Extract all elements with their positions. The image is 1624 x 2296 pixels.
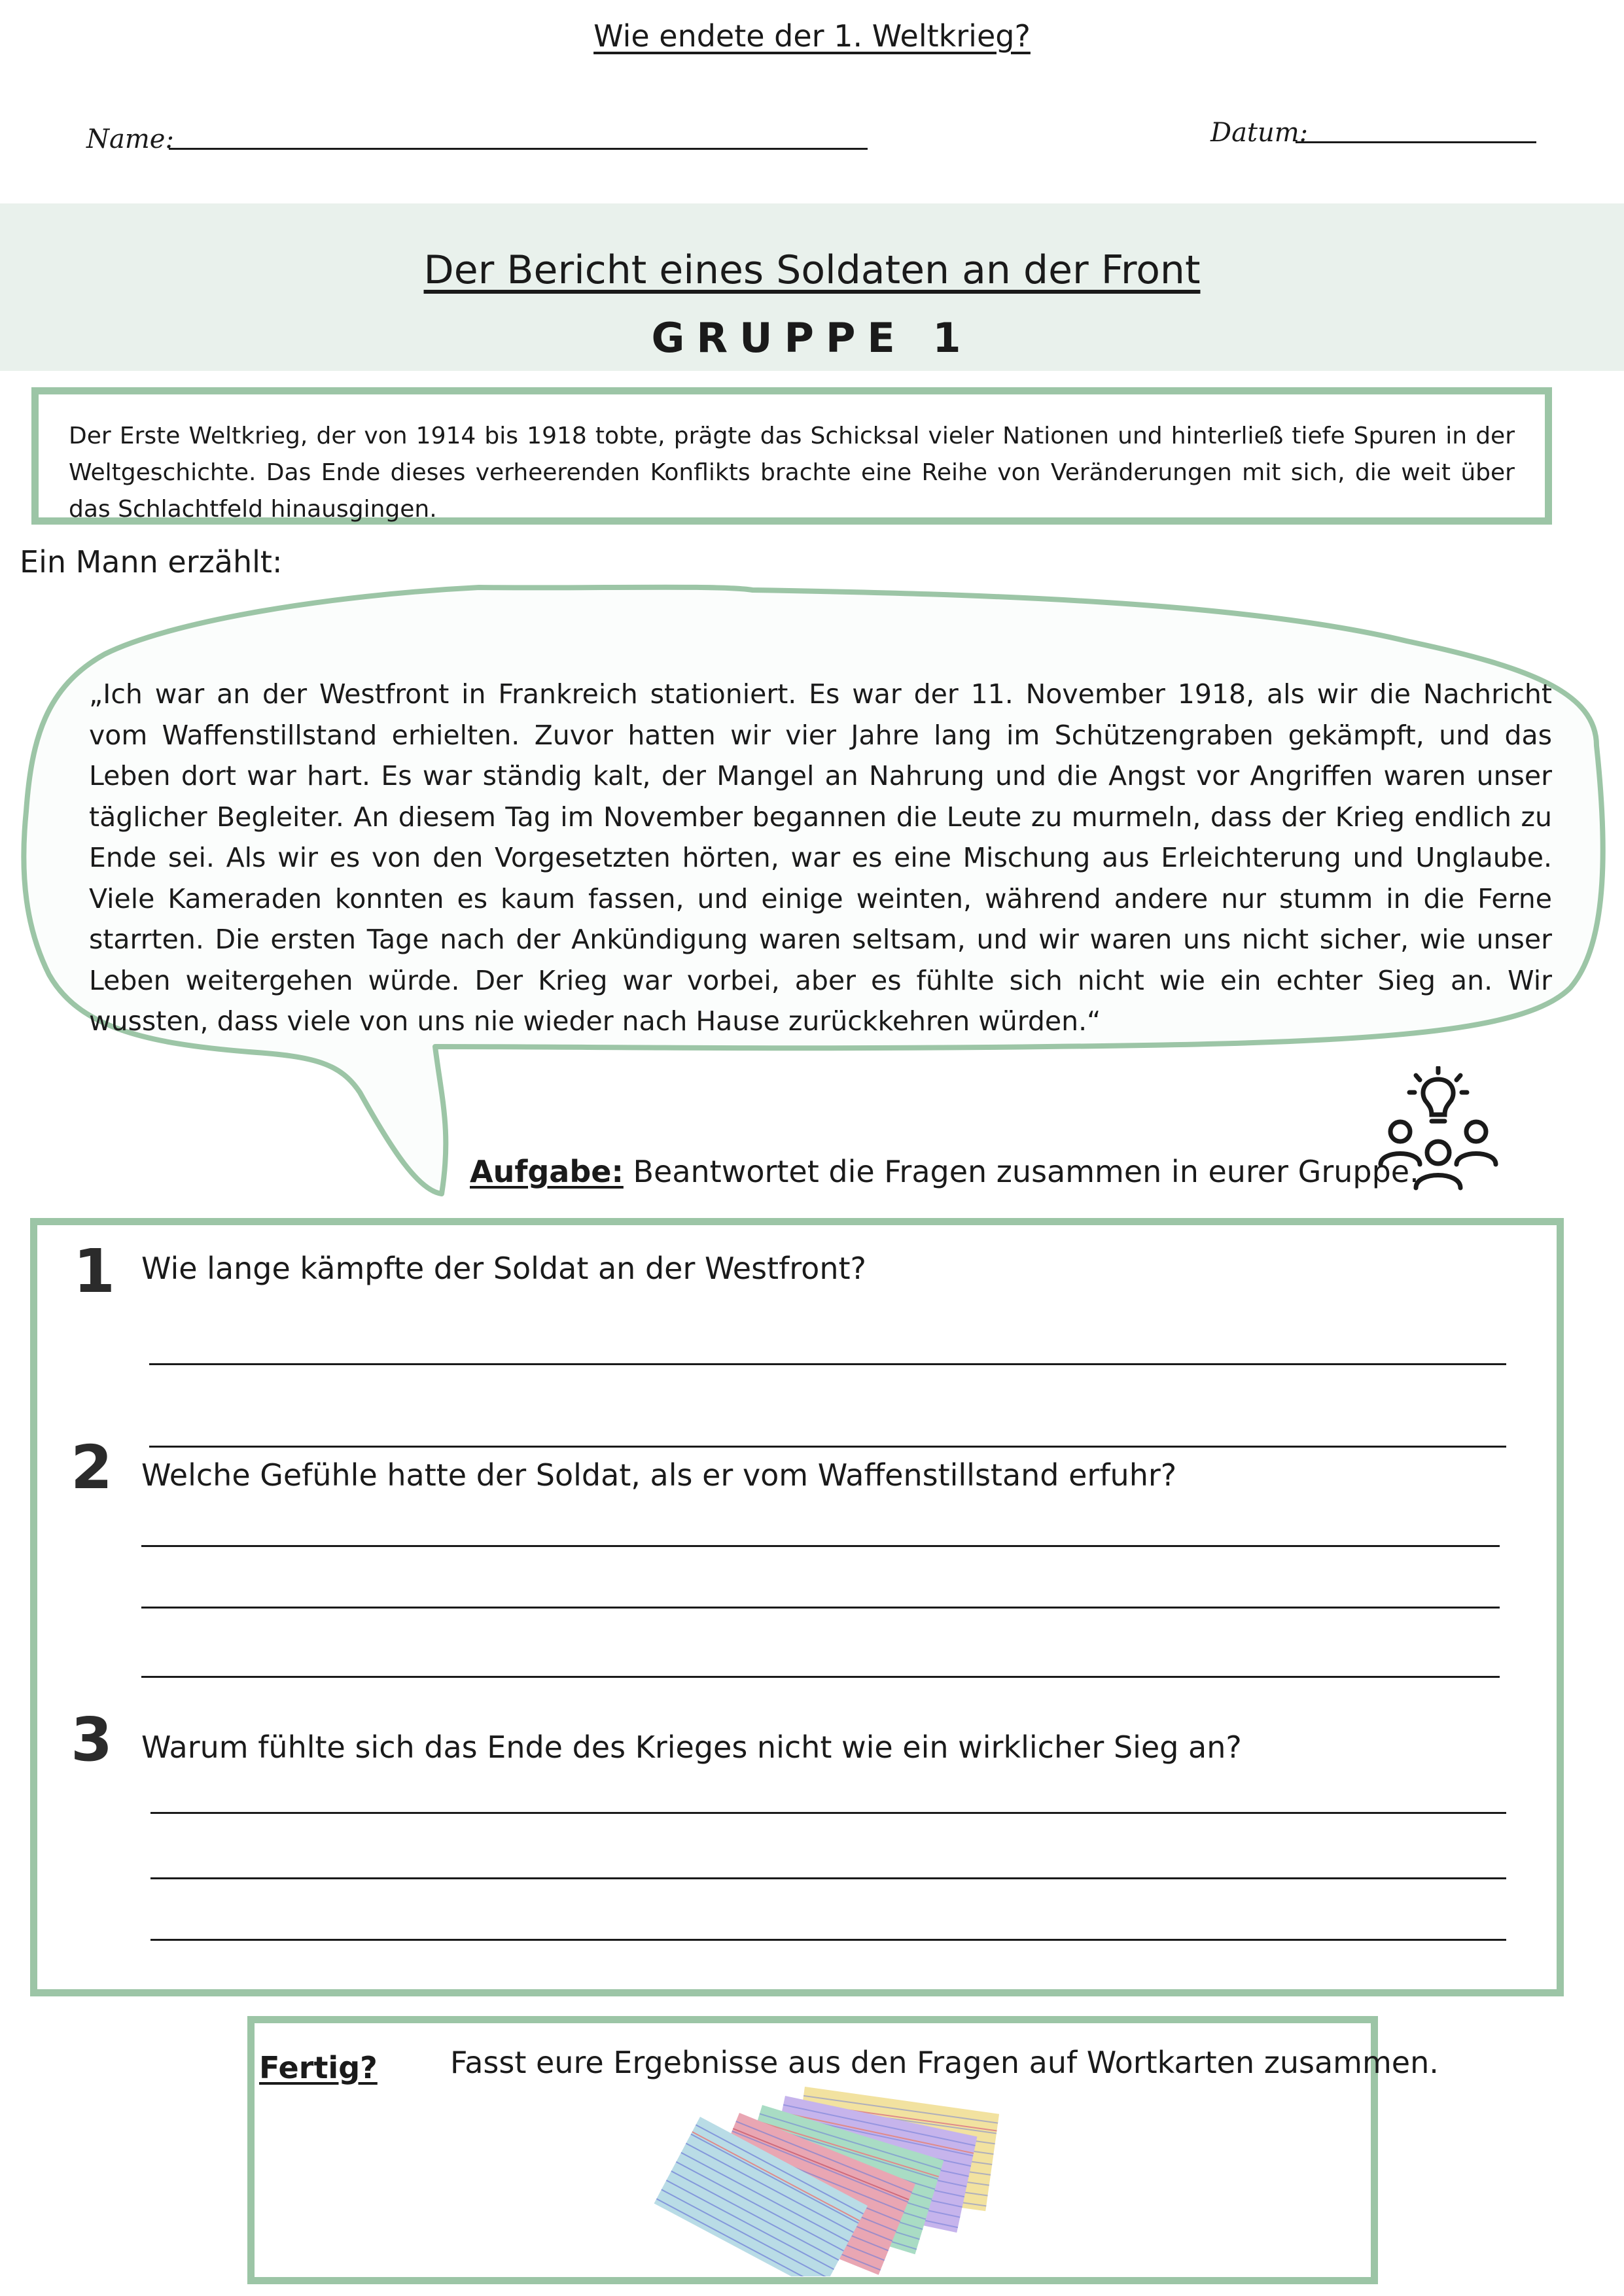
question-text-1: Wie lange kämpfte der Soldat an der Westfront? — [141, 1251, 866, 1286]
date-write-line[interactable] — [1296, 141, 1536, 143]
intro-box — [31, 387, 1552, 525]
answer-line[interactable] — [141, 1545, 1500, 1547]
answer-line[interactable] — [149, 1363, 1506, 1365]
date-label: Datum: — [1210, 118, 1309, 148]
question-number-1: 1 — [73, 1236, 116, 1306]
team-idea-icon — [1373, 1066, 1504, 1197]
worksheet-title: Wie endete der 1. Weltkrieg? — [593, 18, 1031, 54]
name-write-line[interactable] — [169, 148, 868, 150]
name-label: Name: — [86, 124, 174, 154]
section-title: Der Bericht eines Soldaten an der Front — [423, 247, 1201, 293]
index-cards-icon — [628, 2080, 1021, 2276]
question-number-3: 3 — [71, 1705, 113, 1775]
answer-line[interactable] — [150, 1939, 1506, 1941]
finish-label: Fertig? — [259, 2050, 378, 2085]
group-label: GRUPPE 1 — [651, 314, 973, 362]
question-text-3: Warum fühlte sich das Ende des Krieges nicht wie ein wirklicher Sieg an? — [141, 1730, 1242, 1765]
answer-line[interactable] — [150, 1877, 1506, 1879]
question-text-2: Welche Gefühle hatte der Soldat, als er vom Waffenstillstand erfuhr? — [141, 1457, 1177, 1493]
answer-line[interactable] — [141, 1607, 1500, 1609]
task-label: Aufgabe: — [470, 1154, 624, 1189]
intro-text: Der Erste Weltkrieg, der von 1914 bis 1918 tobte, prägte das Schicksal vieler Nationen und hinterließ tiefe Spuren in der Weltgeschichte. Das Ende dieses verheerenden Konflikts brachte eine Reihe von Veränderungen mit sich, die weit über das Schlachtfeld hinausgingen. — [69, 423, 1515, 523]
finish-instruction: Fasst eure Ergebnisse aus den Fragen auf Wortkarten zusammen. — [450, 2045, 1439, 2080]
task-text: Beantwortet die Fragen zusammen in eurer Gruppe. — [623, 1154, 1419, 1189]
task-instruction — [470, 1154, 1419, 1189]
soldier-quote: „Ich war an der Westfront in Frankreich stationiert. Es war der 11. November 1918, als wir die Nachricht vom Waffenstillstand erhielten. Zuvor hatten wir vier Jahre lang im Schützengraben gekämpft, und das Leben dort war hart. Es war ständig kalt, der Mangel an Nahrung und die Angst vor Angriffen waren unser täglicher Begleiter. An diesem Tag im November begannen die Leute zu murmeln, dass der Krieg endlich zu Ende sei. Als wir es von den Vorgesetzten hörten, war es eine Mischung aus Erleichterung und Unglaube. Viele Kameraden konnten es kaum fassen, und einige weinten, während andere nur stumm in die Ferne starrten. Die ersten Tage nach der Ankündigung waren seltsam, und wir waren uns nicht sicher, wie unser Leben weitergehen würde. Der Krieg war vorbei, aber es fühlte sich nicht wie ein echter Sieg an. Wir wussten, dass viele von uns nie wieder nach Hause zurückkehren würden.“ — [89, 678, 1552, 1037]
answer-line[interactable] — [149, 1446, 1506, 1448]
question-number-2: 2 — [71, 1433, 113, 1503]
answer-line[interactable] — [141, 1676, 1500, 1678]
narrator-label: Ein Mann erzählt: — [20, 544, 283, 580]
answer-line[interactable] — [150, 1812, 1506, 1814]
